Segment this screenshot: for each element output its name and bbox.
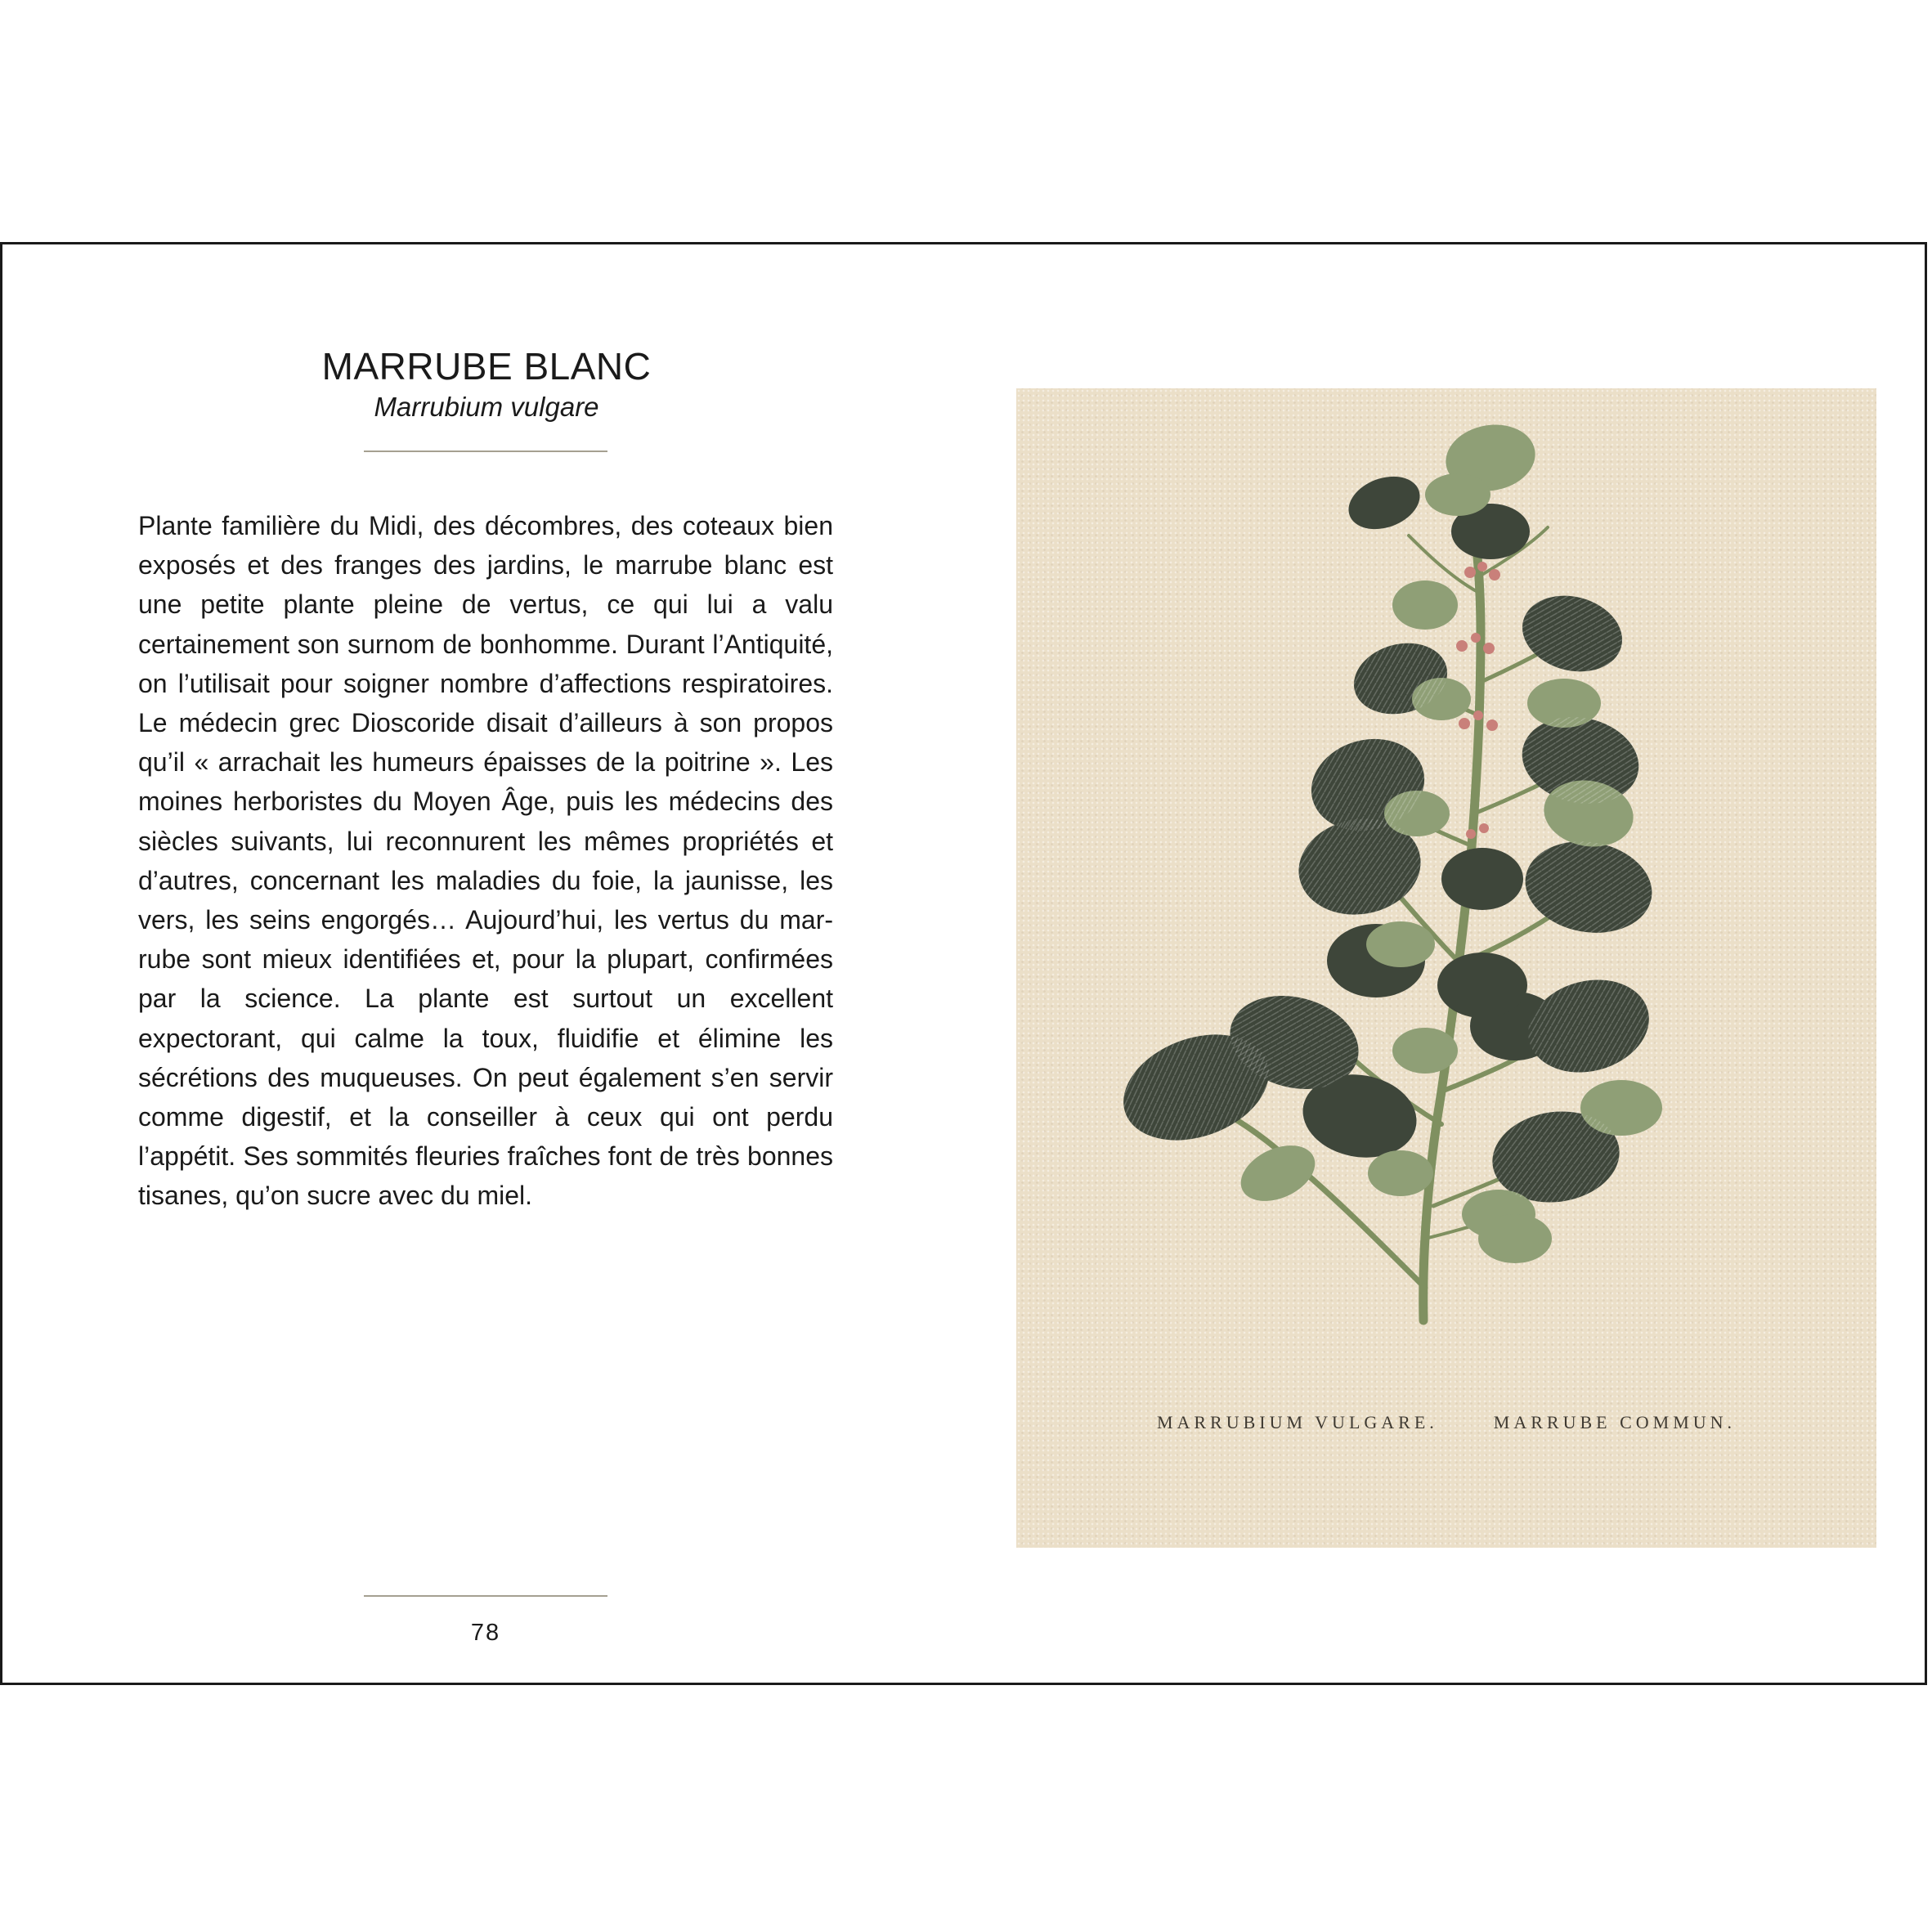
plant-illustration bbox=[1016, 388, 1876, 1548]
page-number: 78 bbox=[470, 1620, 501, 1646]
plate-caption bbox=[1016, 1412, 1876, 1433]
botanical-name: Marrubium vulgare bbox=[374, 392, 599, 422]
page-title: MARRUBE BLANC bbox=[321, 345, 652, 388]
footer-divider bbox=[364, 1595, 607, 1597]
body-paragraph: Plante familière du Midi, des décombres, des coteaux bien exposés et des franges des jardins, le marrube blanc est une petite plante pleine de vertus, ce qui lui a valu certainement son surnom de bonhomme. Durant l’Antiquité, on l’utilisait pour soigner nombre d’affections respiratoires. Le médecin grec Dioscoride disait d’ailleurs à son propos qu’il « arrachait les humeurs épaisses de la poitrine ». Les moines herboristes du Moyen Âge, puis les médecins des siècles suivants, lui reconnurent les mêmes propriétés et d’autres, concernant les maladies du foie, la jaunisse, les vers, les seins engorgés… Aujourd’hui, les vertus du marrube sont mieux identifiées et, pour la plupart, confirmées par la science. La plante est surtout un excellent expectorant, qui calme la toux, fluidifie et élimine les sécrétions des muqueuses. On peut également s’en servir comme digestif, et la conseiller à ceux qui ont perdu l’appétit. Ses sommités fleuries fraîches font de très bonnes tisanes, qu’on sucre avec du miel. bbox=[138, 511, 833, 1211]
book-spread bbox=[0, 242, 1927, 1685]
plate-caption-latin: MARRUBIUM VULGARE. bbox=[1156, 1412, 1438, 1432]
plate-caption-french: MARRUBE COMMUN. bbox=[1493, 1412, 1737, 1432]
botanical-plate bbox=[1016, 388, 1876, 1548]
title-divider bbox=[364, 451, 607, 452]
